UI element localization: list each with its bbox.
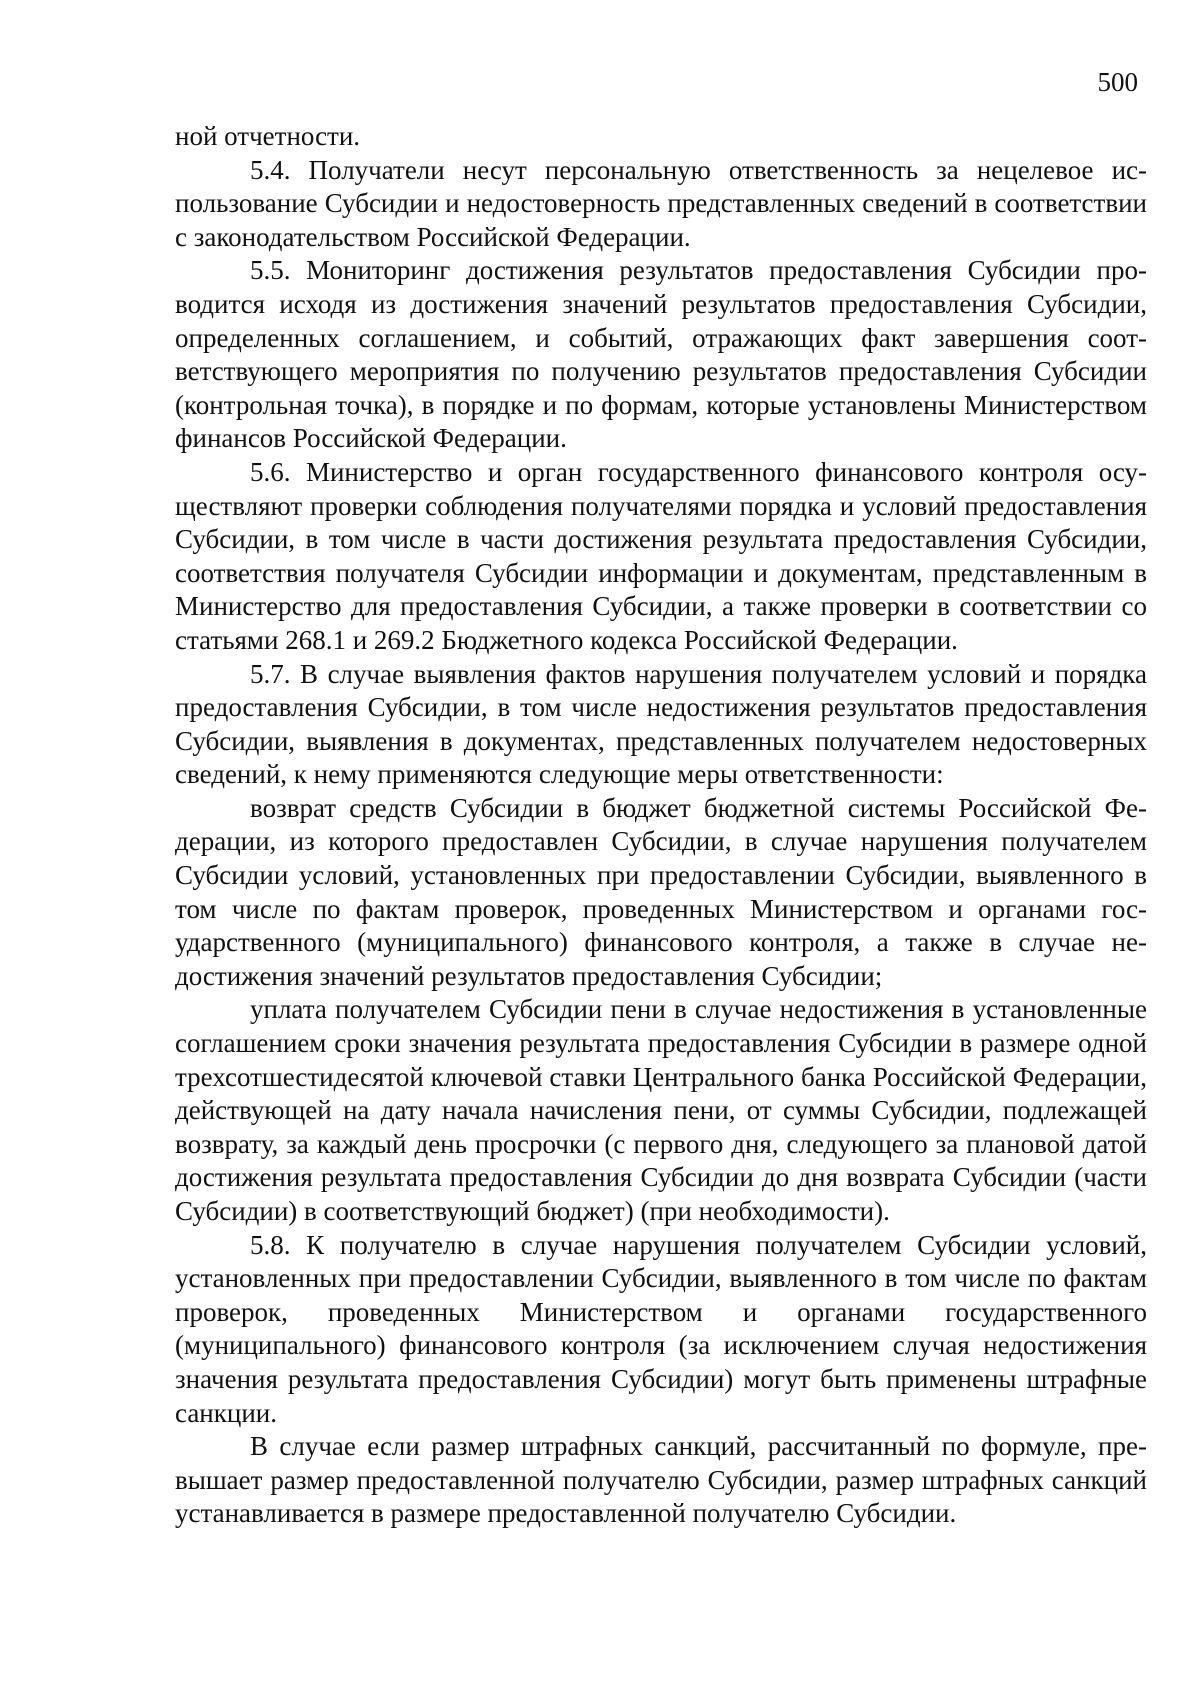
page-number: 500	[1097, 67, 1138, 97]
paragraph-5-4: 5.4. Получатели несут персональную ответственность за нецелевое использование Субсидии и недостоверность представленных сведений в соответствии с законодательством Российской Федерации.	[175, 154, 1147, 252]
paragraph-5-5: 5.5. Мониторинг достижения результатов предоставления Субсидии проводится исходя из достижения значений результатов предоставления Субсидии, определенных соглашением, и событий, отражающих факт завершения соответствующего мероприятия по получению результатов предоставления Субсидии (контрольная точка), в порядке и по формам, которые установлены Министерством финансов Российской Федерации.	[175, 255, 1147, 454]
paragraph-continuation: ной отчетности.	[175, 121, 361, 151]
paragraph-fine-size: В случае если размер штрафных санкций, рассчитанный по формуле, превышает размер предоставленной получателю Субсидии, размер штрафных санкций устанавливается в размере предоставленной получателю Субсидии.	[175, 1431, 1147, 1529]
paragraph-penalty-measure: уплата получателем Субсидии пени в случае недостижения в установленные соглашением сроки значения результата предоставления Субсидии в размере одной трехсотшестидесятой ключевой ставки Центрального банка Российской Федерации, действующей на дату начала начисления пени, от суммы Субсидии, подлежащей возврату, за каждый день просрочки (с первого дня, следующего за плановой датой достижения результата предоставления Субсидии до дня возврата Субсидии (части Субсидии) в соответствующий бюджет) (при необходимости).	[175, 994, 1147, 1226]
paragraph-5-6: 5.6. Министерство и орган государственного финансового контроля осуществляют проверки соблюдения получателями порядка и условий предоставления Субсидии, в том числе в части достижения результата предоставления Субсидии, соответствия получателя Субсидии информации и документам, представленным в Министерство для предоставления Субсидии, а также проверки в соответствии со статьями 268.1 и 269.2 Бюджетного кодекса Российской Федерации.	[175, 456, 1147, 655]
paragraph-5-7: 5.7. В случае выявления фактов нарушения получателем условий и порядка предоставления Субсидии, в том числе недостижения результатов предоставления Субсидии, выявления в документах, представленных получателем недостоверных сведений, к нему применяются следующие меры ответственности:	[175, 658, 1147, 790]
paragraph-refund-measure: возврат средств Субсидии в бюджет бюджетной системы Российской Федерации, из которого предоставлен Субсидии, в случае нарушения получателем Субсидии условий, установленных при предоставлении Субсидии, выявленного в том числе по фактам проверок, проведенных Министерством и органами государственного (муниципального) финансового контроля, а также в случае недостижения значений результатов предоставления Субсидии;	[175, 792, 1147, 991]
paragraph-5-8: 5.8. К получателю в случае нарушения получателем Субсидии условий, установленных при предоставлении Субсидии, выявленного в том числе по фактам проверок, проведенных Министерством и органами государственного (муниципального) финансового контроля (за исключением случая недостижения значения результата предоставления Субсидии) могут быть применены штрафные санкции.	[175, 1229, 1147, 1428]
document-body	[175, 120, 1147, 1531]
